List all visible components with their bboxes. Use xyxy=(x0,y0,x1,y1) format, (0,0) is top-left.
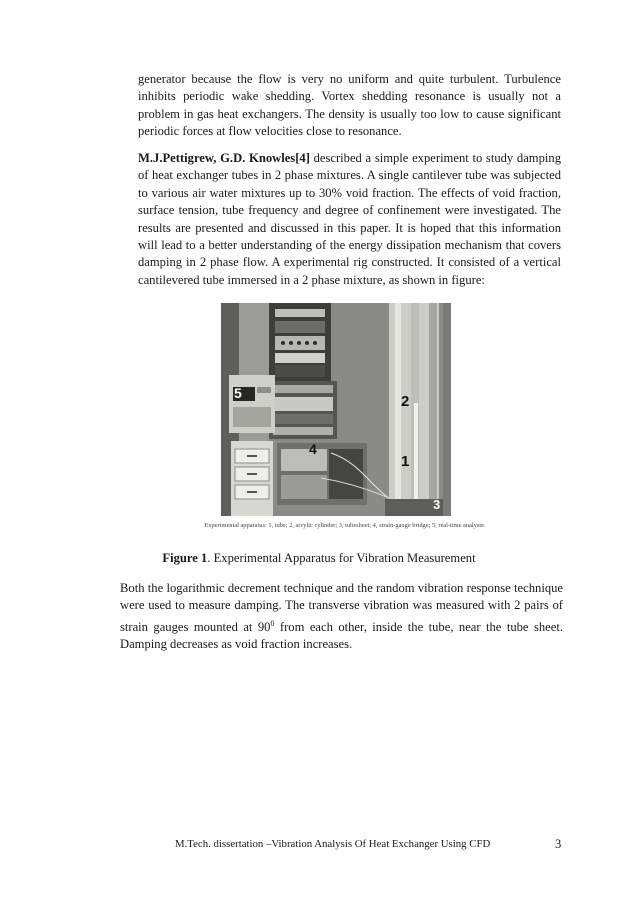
paragraph-pettigrew-text: described a simple experiment to study damping of heat exchanger tubes in 2 phase mixtures. A single cantilever tube was subjected to various air water mixtures up to 30% void fraction. The effects of void fraction, surface tension, tube frequency and degree of confinement were investigated. The results are presented and discussed in this paper. It is hoped that this information will lead to a better understanding of the energy dissipation mechanism that covers damping in 2 phase flow. A experimental rig constructed. It consisted of a vertical cantilevered tube immersed in a 2 phase mixture, as shown in figure: xyxy=(138,151,561,287)
paragraph-damping-text-2: from each other, inside the tube, near the tube sheet. Damping decreases as void fraction increases. xyxy=(120,620,563,652)
figure-caption xyxy=(0,551,638,566)
footer-text: M.Tech. dissertation –Vibration Analysis Of Heat Exchanger Using CFD xyxy=(175,838,491,850)
photo-caption: Experimental apparatus: 1, tube; 2, acrylic cylinder; 3, tubesheet; 4, strain-gauge bridge; 5, real-time analyser. xyxy=(204,522,486,529)
figure-caption-label: Figure 1 xyxy=(162,551,208,565)
author-citation: M.J.Pettigrew, G.D. Knowles[4] xyxy=(138,151,310,165)
figure-label-3: 3 xyxy=(433,497,441,512)
page-number: 3 xyxy=(555,837,562,851)
paragraph-pettigrew xyxy=(138,150,561,289)
experimental-apparatus-photo xyxy=(221,303,451,516)
paragraph-intro: generator because the flow is very no uniform and quite turbulent. Turbulence inhibits periodic wake shedding. Vortex shedding resonance is usually not a problem in gas heat exchangers. The density is usually too low to cause significant periodic forces at flow velocities close to resonance. xyxy=(138,72,561,139)
figure-label-4: 4 xyxy=(309,441,317,457)
paragraph-damping-text-1: Both the logarithmic decrement technique and the random vibration response technique were used to measure damping. The transverse vibration was measured with 2 pairs of strain gauges mounted at 90 xyxy=(120,581,563,634)
figure-label-2: 2 xyxy=(401,393,410,410)
degree-superscript: 0 xyxy=(270,618,275,628)
figure-label-5: 5 xyxy=(234,385,242,401)
apparatus-photo-drawing xyxy=(221,303,451,516)
paragraph-damping xyxy=(120,580,563,654)
figure-caption-text: . Experimental Apparatus for Vibration Measurement xyxy=(207,551,476,565)
figure-label-1: 1 xyxy=(401,453,410,470)
